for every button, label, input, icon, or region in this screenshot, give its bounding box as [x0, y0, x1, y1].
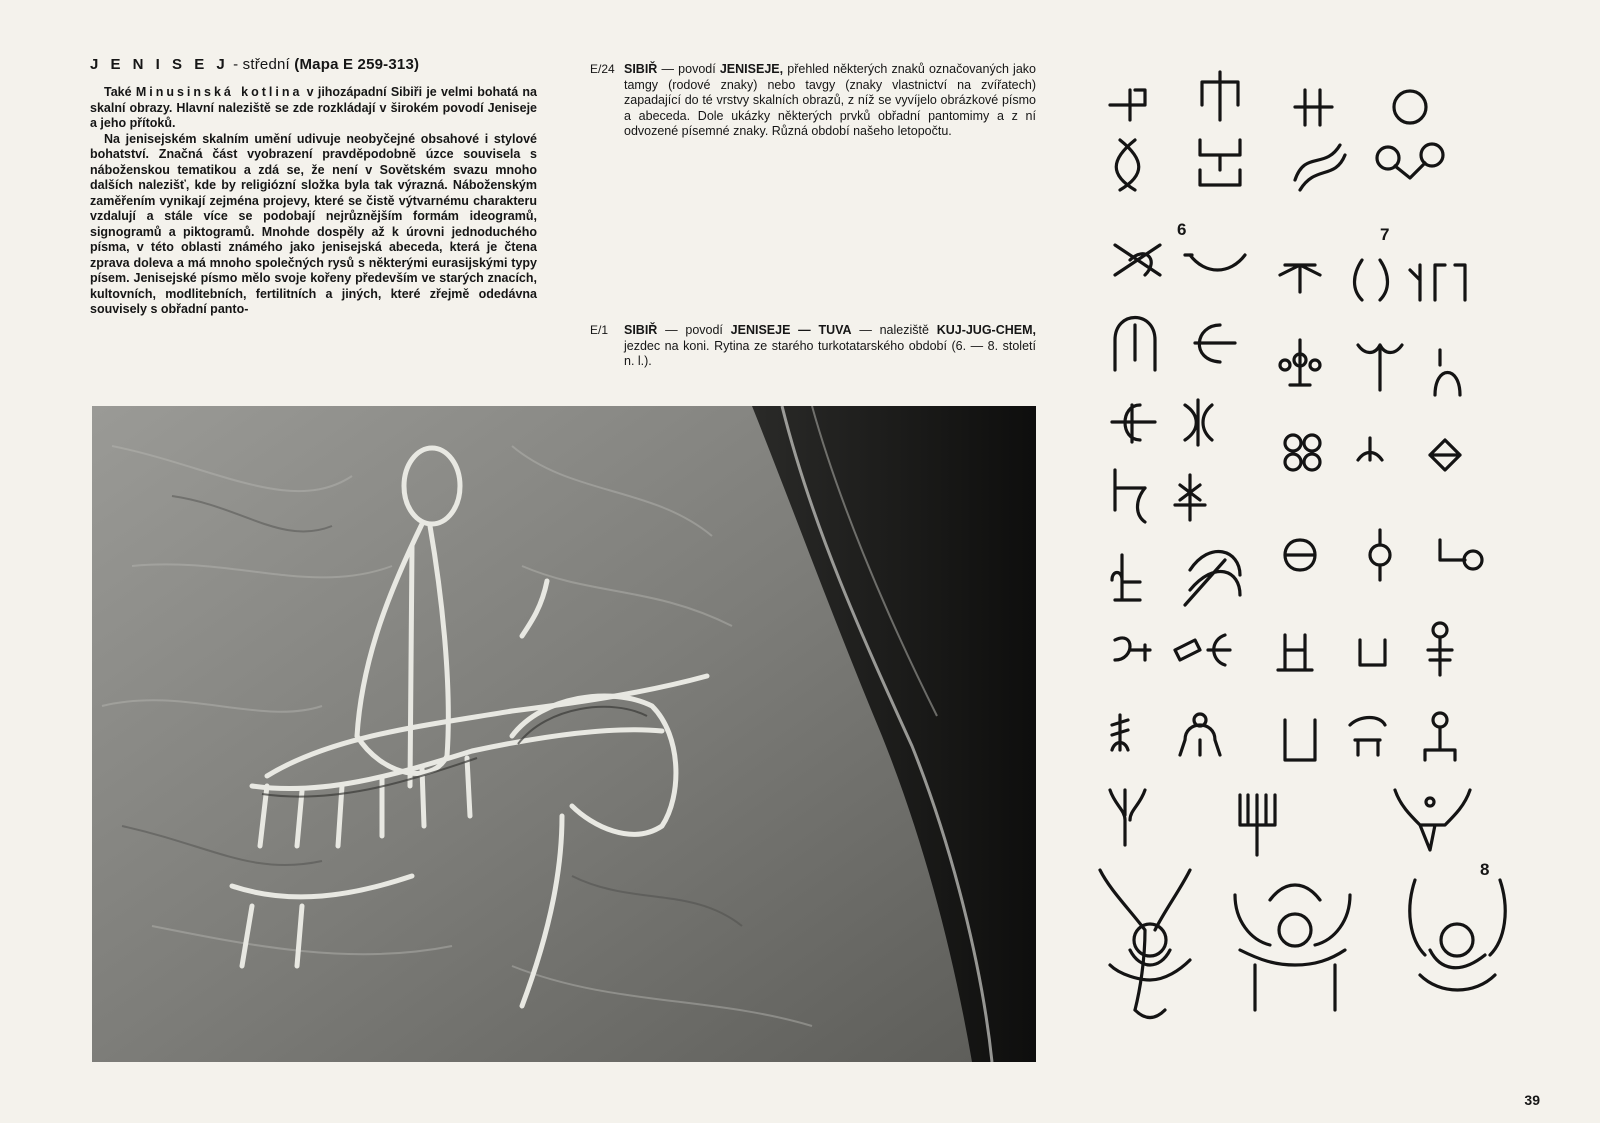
glyph	[1116, 140, 1139, 190]
caption-reference: E/24	[590, 62, 615, 76]
glyph	[1115, 470, 1145, 522]
glyph	[1115, 318, 1155, 371]
figure	[1235, 885, 1350, 1010]
glyph	[1358, 345, 1402, 390]
glyph	[1202, 72, 1238, 120]
figure-number-7: 7	[1380, 225, 1390, 244]
glyph	[1350, 718, 1385, 756]
glyph-chart	[1090, 60, 1530, 1060]
glyph	[1110, 790, 1145, 845]
paragraph-2: Na jenisejském skalním umění udivuje neobyčejné obsahové i stylové bohatství. Značná část vyobrazení pravděpodobně úzce souvisela s náboženskou tematikou a zdá se, že není v Sovětském svazu mnoho dalších nalezišť, kde by religiózní složka byla tak výrazná. Náboženským zaměřením vynikají zejména projevy, které se čistě výtvarnému charakteru vzdalují a stále více se podobají nejrůznějším formám ideogramů, signogramů a piktogramů. Mnohde dospěly až k úrovni jednoduchého písma, v této oblasti známého jako jenisejská abeceda, která je čtena zprava doleva a má mnoho společných rysů s některými eurasijskými typy písem. Jenisejské písmo mělo svoje kořeny především ve starých znacích, kultovních, modlitebních, fertilitních a jiných, které zřejmě odedávna souvisely s obřadní panto-	[90, 131, 537, 316]
caption-text: SIBIŘ — povodí JENISEJE — TUVA — naleziště KUJ-JUG-CHEM, jezdec na koni. Rytina ze starého turkotatarského období (6. — 8. století n. l.).	[624, 323, 1036, 368]
main-text-column	[90, 56, 537, 318]
caption-photo	[590, 323, 1036, 370]
caption-reference: E/1	[590, 323, 609, 337]
glyph	[1240, 795, 1275, 855]
glyph	[1180, 714, 1220, 755]
glyph	[1200, 140, 1240, 185]
page-number: 39	[1524, 1092, 1540, 1108]
glyph	[1377, 144, 1443, 178]
section-heading	[90, 56, 537, 73]
glyph	[1280, 265, 1320, 292]
glyph	[1440, 540, 1482, 569]
rock-engraving-image	[92, 406, 1036, 1062]
glyph	[1430, 440, 1460, 470]
glyph	[1185, 400, 1212, 445]
paragraph-1: Také Minusinská kotlina v jihozápadní Sibiři je velmi bohatá na skalní obrazy. Hlavní naleziště se zde rozkládají v širokém povodí Jeniseje a jeho přítoků.	[90, 85, 537, 130]
figure	[1100, 870, 1190, 1018]
heading-subtitle: - střední	[228, 56, 290, 73]
glyph	[1295, 145, 1345, 190]
glyph	[1370, 530, 1390, 580]
glyph	[1355, 260, 1466, 300]
glyph	[1425, 713, 1455, 760]
glyph	[1185, 255, 1245, 270]
glyph	[1175, 475, 1205, 520]
heading-map-ref: (Mapa E 259-313)	[289, 56, 420, 73]
caption-text: SIBIŘ — povodí JENISEJE, přehled některých znaků označovaných jako tamgy (rodové znaky) nebo tavgy (znaky vlastnictví na zvířatech) zapadající do té vrstvy skalních obrazů, z níž se vyvíjelo obrázkové písmo a abeceda. Dole ukázky některých prvků obřadní pantomimy a z ní odvozené písemné znaky. Různá období našeho letopočtu.	[624, 62, 1036, 138]
glyph	[1285, 435, 1320, 470]
glyph	[1285, 720, 1315, 760]
glyph	[1360, 640, 1385, 665]
glyph	[1295, 90, 1332, 125]
tamga-glyphs	[1090, 60, 1530, 1060]
glyph	[1278, 635, 1312, 670]
heading-title: J E N I S E J	[90, 56, 229, 73]
glyph	[1112, 715, 1128, 750]
glyph	[1394, 91, 1426, 123]
glyph	[1112, 555, 1140, 600]
caption-glyph-overview	[590, 62, 1036, 140]
glyph	[1435, 350, 1460, 395]
glyph	[1110, 90, 1145, 120]
figure-number-8: 8	[1480, 860, 1490, 879]
body-text	[90, 85, 537, 318]
figure-number-6: 6	[1177, 220, 1187, 239]
glyph	[1195, 325, 1235, 362]
glyph	[1112, 405, 1155, 442]
glyph	[1115, 245, 1160, 275]
glyph	[1185, 551, 1240, 605]
glyph	[1358, 438, 1382, 460]
figure	[1410, 880, 1505, 990]
glyph	[1428, 623, 1452, 675]
rock-engraving-photo	[92, 406, 1036, 1062]
glyph	[1115, 635, 1230, 665]
emphasized-term: Minusinská kotlina	[135, 85, 303, 99]
glyph	[1280, 340, 1320, 385]
glyph	[1395, 790, 1470, 850]
glyph	[1285, 540, 1315, 570]
